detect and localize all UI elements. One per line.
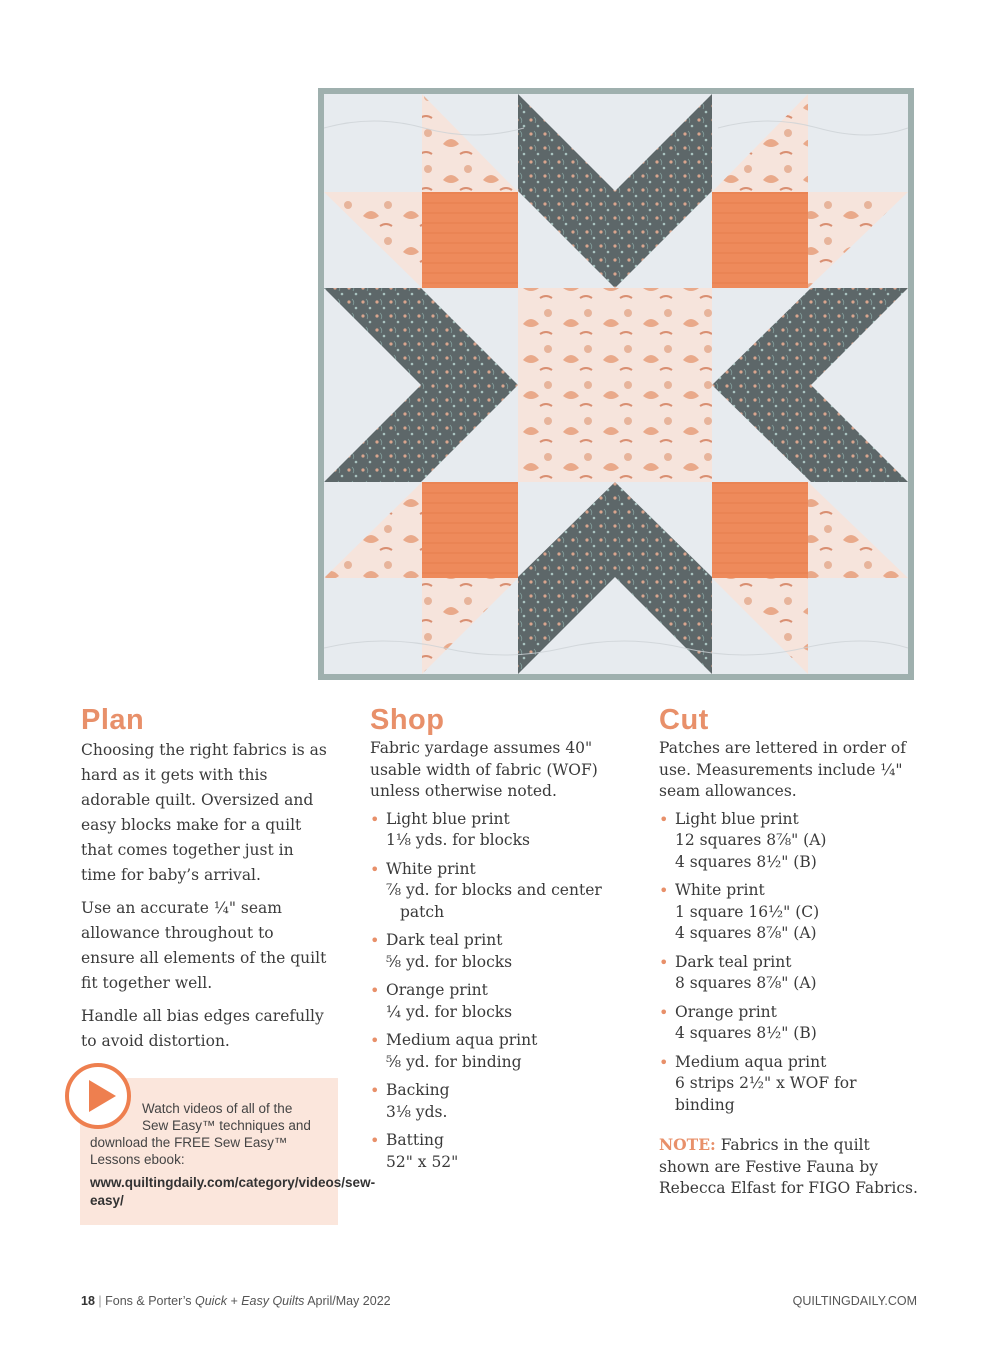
video-text-line1: Watch videos of all of the (142, 1101, 293, 1116)
page-number: 18 (81, 1294, 95, 1308)
cut-intro: Patches are lettered in order of use. Measurements include ¼" seam allowances. (659, 739, 906, 800)
shop-item-name: • Batting (386, 1131, 444, 1149)
shop-heading: Shop (370, 704, 445, 736)
plan-paragraph-1: Choosing the right fabrics is as hard as it gets with this adorable quilt. Oversized and easy blocks make for a quilt that comes together just in time for baby’s arrival. (81, 741, 327, 884)
cut-item (659, 952, 919, 995)
cut-item-line: 4 squares 8⅞" (A) (675, 924, 817, 942)
shop-item-detail-2: patch (400, 902, 445, 921)
shop-item (370, 930, 635, 973)
shop-item-detail: ¼ yd. for blocks (386, 1002, 513, 1021)
cut-item (659, 1052, 919, 1117)
plan-paragraph-2: Use an accurate ¼" seam allowance throughout to ensure all elements of the quilt fit together well. (81, 899, 327, 992)
shop-item-name: • Backing (386, 1081, 450, 1099)
video-callout (80, 1078, 376, 1225)
cut-item-name: • White print (675, 881, 765, 899)
note-text: Fabrics in the quilt shown are Festive Fauna by Rebecca Elfast for FIGO Fabrics. (659, 1136, 918, 1197)
video-text-line2: Sew Easy™ techniques and download the FREE Sew Easy™ Lessons ebook: (90, 1118, 311, 1167)
shop-item (370, 1030, 635, 1073)
cut-heading: Cut (659, 704, 709, 736)
shop-item-name: • Orange print (386, 981, 488, 999)
footer-separator: | (98, 1294, 102, 1308)
cut-list (659, 809, 919, 1117)
cut-item-line: 12 squares 8⅞" (A) (675, 831, 827, 849)
cut-item-name: • Orange print (675, 1002, 777, 1021)
video-link[interactable]: www.quiltingdaily.com/category/videos/sew-easy/ (90, 1175, 376, 1208)
shop-item-detail: ⅝ yd. for binding (386, 1052, 522, 1071)
footer-site[interactable]: QUILTINGDAILY.COM (792, 1294, 917, 1308)
publication-title: Quick + Easy Quilts (195, 1294, 305, 1308)
cut-item (659, 809, 919, 874)
shop-item (370, 1130, 635, 1173)
cut-item-line: 8 squares 8⅞" (A) (675, 974, 817, 992)
shop-item-detail: 1⅛ yds. for blocks (386, 831, 530, 849)
cut-item-name: • Light blue print (675, 809, 799, 828)
plan-paragraph-3: Handle all bias edges carefully to avoid distortion. (81, 1007, 324, 1050)
cut-item-name: • Dark teal print (675, 952, 792, 971)
note-label: NOTE: (659, 1135, 716, 1154)
quilt-photo (318, 88, 914, 680)
shop-item-detail: 3⅛ yds. (386, 1102, 448, 1121)
shop-item (370, 1080, 635, 1123)
cut-item-line: 4 squares 8½" (B) (675, 1024, 817, 1042)
cut-item-name: • Medium aqua print (675, 1052, 827, 1071)
shop-item-name: • White print (386, 859, 476, 878)
shop-intro: Fabric yardage assumes 40" usable width of fabric (WOF) unless otherwise noted. (370, 739, 598, 800)
cut-section (659, 702, 919, 1215)
shop-item-name: • Light blue print (386, 809, 510, 828)
shop-item (370, 859, 635, 924)
issue-date: April/May 2022 (307, 1294, 391, 1308)
publication-name: Fons & Porter’s (105, 1294, 192, 1308)
cut-item-line: 6 strips 2½" x WOF for binding (675, 1074, 857, 1114)
shop-list (370, 809, 635, 1174)
fabric-note (659, 1134, 919, 1200)
cut-item (659, 1002, 919, 1045)
shop-section (370, 702, 635, 1180)
shop-item-name: • Dark teal print (386, 931, 503, 949)
cut-item-line: 1 square 16½" (C) (675, 902, 820, 921)
cut-item-line: 4 squares 8½" (B) (675, 852, 817, 871)
shop-item-detail: ⅞ yd. for blocks and center (386, 881, 602, 899)
shop-item-detail: ⅝ yd. for blocks (386, 952, 513, 971)
shop-item-detail: 52" x 52" (386, 1152, 459, 1171)
plan-heading: Plan (81, 704, 145, 736)
shop-item (370, 980, 635, 1023)
plan-section (81, 702, 331, 1062)
shop-item (370, 809, 635, 852)
cut-item (659, 880, 919, 945)
shop-item-name: • Medium aqua print (386, 1031, 538, 1049)
footer-left (81, 1294, 391, 1308)
